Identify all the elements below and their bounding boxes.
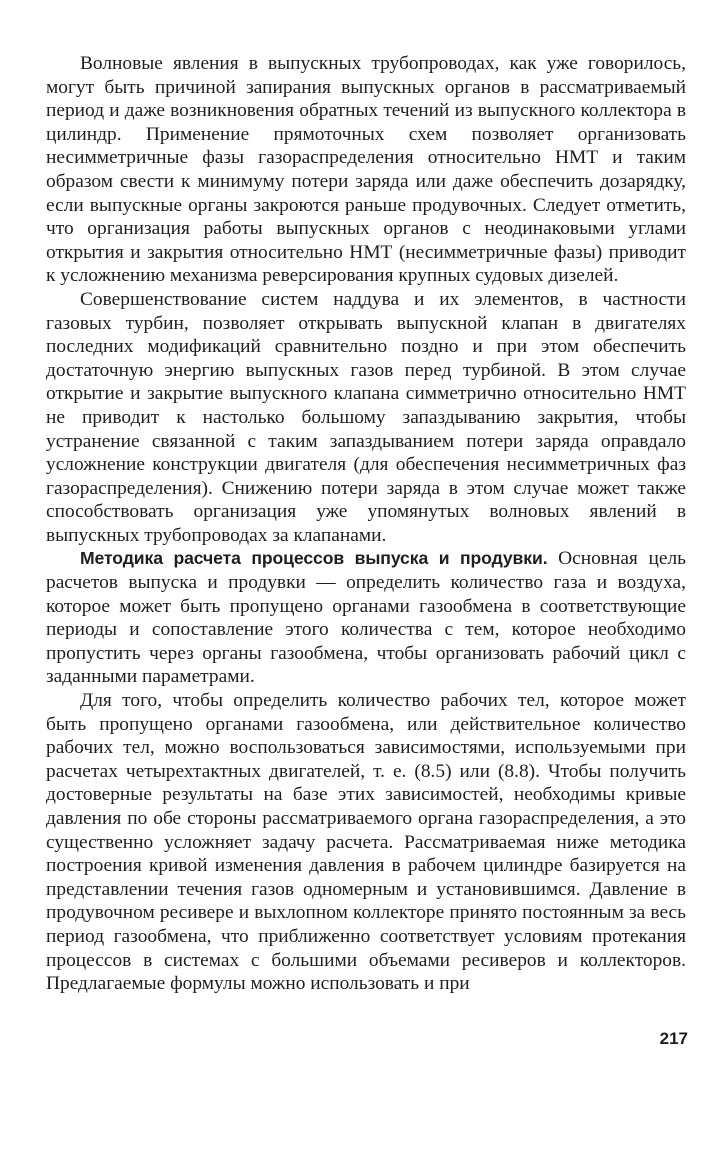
- section-heading: Методика расчета процессов выпуска и продувки.: [80, 548, 548, 569]
- paragraph-4-text: Для того, чтобы определить количество рабочих тел, которое может быть пропущено органами газообмена, или действительное количество рабочих тел, можно воспользоваться зависимостями, используемыми при расчетах четырехтактных двигателей, т. е. (8.5) или (8.8). Чтобы получить достоверные результаты на базе этих зависимостей, необходимы кривые давления по обе стороны рассматриваемого органа газораспределения, а это существенно усложняет задачу расчета. Рассматриваемая ниже методика построения кривой изменения давления в рабочем цилиндре базируется на представлении течения газов одномерным и установившимся. Давление в продувочном ресивере и выхлопном коллекторе принято постоянным за весь период газообмена, что приближенно соответствует условиям протекания процессов в системах с большими объемами ресиверов и коллекторов. Предлагаемые формулы можно использовать и при: [46, 690, 686, 995]
- paragraph-1-text: Волновые явления в выпускных трубопроводах, как уже говорилось, могут быть причиной запирания выпускных органов в рассматриваемый период и даже возникновения обратных течений из выпускного коллектора в цилиндр. Применение прямоточных схем позволяет организовать несимметричные фазы газораспределения относительно НМТ и таким образом свести к минимуму потери заряда или даже обеспечить дозарядку, если выпускные органы закроются раньше продувочных. Следует отметить, что организация работы выпускных органов с неодинаковыми углами открытия и закрытия относительно НМТ (несимметричные фазы) приводит к усложнению механизма реверсирования крупных судовых дизелей.: [46, 53, 686, 287]
- paragraph-3-text: Основная цель расчетов выпуска и продувки — определить количество газа и воздуха, которое может быть пропущено органами газообмена в соответствующие периоды и сопоставление этого количества с тем, которое необходимо пропустить через органы газообмена, чтобы организовать рабочий цикл с заданными параметрами.: [46, 548, 686, 688]
- paragraph-3: [46, 547, 686, 689]
- paragraph-2: [46, 288, 686, 548]
- page-body: [46, 52, 686, 996]
- paragraph-2-text: Совершенствование систем наддува и их элементов, в частности газовых турбин, позволяет открывать выпускной клапан в двигателях последних модификаций сравнительно поздно и при этом обеспечить достаточную энергию выпускных газов перед турбиной. В этом случае открытие и закрытие выпускного клапана симметрично относительно НМТ не приводит к настолько большому запаздыванию закрытия, чтобы устранение связанной с таким запаздыванием потери заряда оправдало усложнение конструкции двигателя (для обеспечения несимметричных фаз газораспределения). Снижению потери заряда в этом случае может также способствовать организация уже упомянутых волновых явлений в выпускных трубопроводах за клапанами.: [46, 288, 686, 546]
- page-number: 217: [659, 1029, 688, 1048]
- paragraph-1: [46, 52, 686, 288]
- paragraph-4: [46, 689, 686, 996]
